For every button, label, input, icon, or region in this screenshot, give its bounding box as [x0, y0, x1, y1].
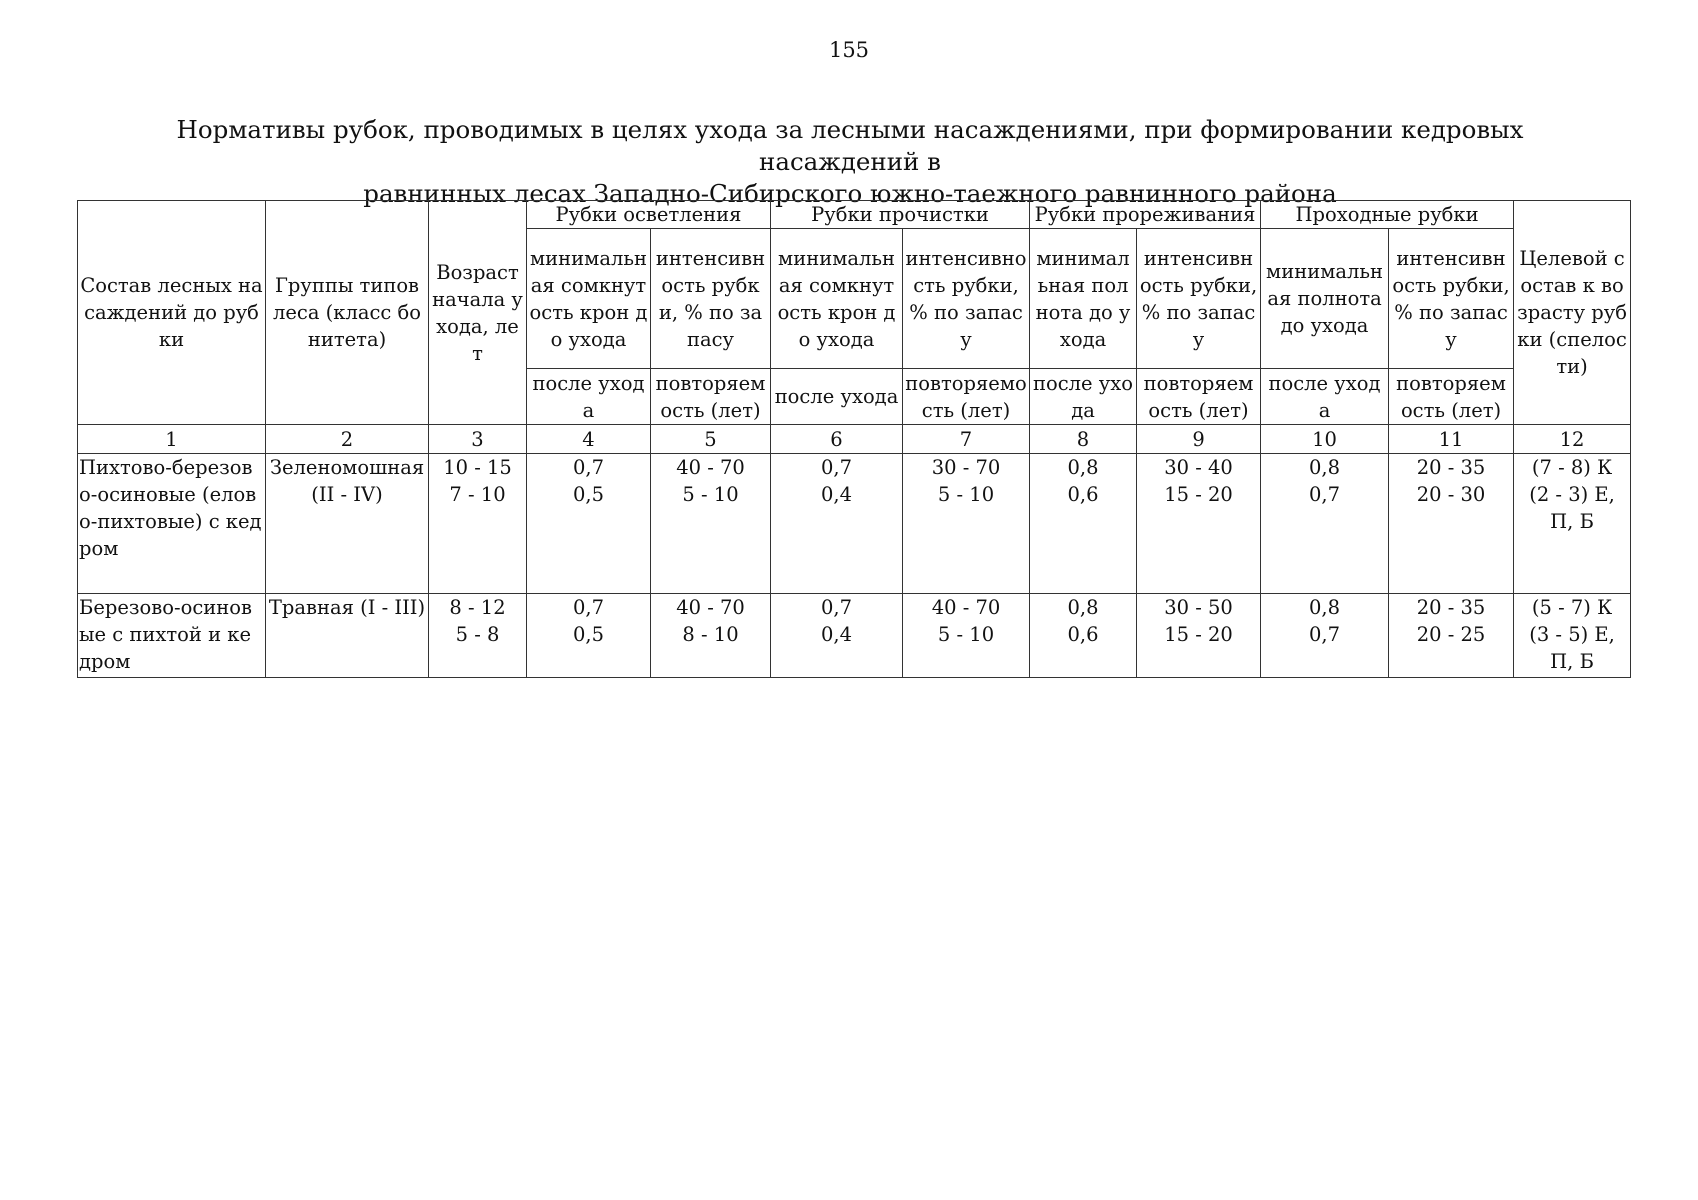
table-row — [78, 594, 1631, 678]
row-thinning-fullness — [1030, 454, 1137, 594]
row-start-age — [429, 594, 527, 678]
cell-line: 20 - 25 — [1416, 623, 1486, 646]
header-target-composition: Целевой состав к возрасту рубки (спелости) — [1514, 201, 1631, 425]
header-group-passage: Проходные рубки — [1261, 201, 1514, 229]
cell-line: 0,7 — [572, 596, 604, 619]
document-title — [100, 114, 1600, 210]
cell-line: 5 - 10 — [682, 483, 739, 506]
cell-line: 0,7 — [1309, 623, 1341, 646]
cell-line: (3 - 5) Е, — [1529, 623, 1615, 646]
cell-line: 0,7 — [1309, 483, 1341, 506]
column-number: 6 — [771, 425, 903, 454]
column-number: 2 — [266, 425, 429, 454]
column-number: 10 — [1261, 425, 1389, 454]
cell-line: П, Б — [1550, 510, 1594, 533]
cell-line: 40 - 70 — [676, 456, 745, 479]
cell-line: 15 - 20 — [1164, 483, 1233, 506]
cell-line: 8 - 12 — [449, 596, 506, 619]
cell-line: 10 - 15 — [443, 456, 512, 479]
header-group-cleaning: Рубки прочистки — [771, 201, 1030, 229]
cell-line: 20 - 35 — [1416, 456, 1486, 479]
cell-line: (5 - 7) К — [1531, 596, 1613, 619]
cell-line: 8 - 10 — [682, 623, 739, 646]
row-thinning-intensity — [1137, 454, 1261, 594]
row-clearing-density — [527, 594, 651, 678]
row-clearing-intensity — [651, 594, 771, 678]
cell-line: 0,4 — [821, 483, 853, 506]
cell-line: 40 - 70 — [931, 596, 1001, 619]
row-thinning-fullness — [1030, 594, 1137, 678]
table-header — [78, 201, 1631, 454]
header-passage-intensity: интенсивность рубки, % по запасу — [1389, 229, 1514, 369]
column-number-row — [78, 425, 1631, 454]
row-thinning-intensity — [1137, 594, 1261, 678]
header-cleaning-after: после ухода — [771, 369, 903, 425]
column-number: 5 — [651, 425, 771, 454]
header-cleaning-repeat: повторяемость (лет) — [903, 369, 1030, 425]
header-cleaning-intensity: интенсивность рубки, % по запасу — [903, 229, 1030, 369]
cell-line: (7 - 8) К — [1531, 456, 1613, 479]
page-number: 155 — [828, 38, 870, 62]
header-start-age: Возраст начала ухода, лет — [429, 201, 527, 425]
row-clearing-density — [527, 454, 651, 594]
cell-line: 40 - 70 — [676, 596, 745, 619]
header-passage-min-fullness: минимальная полнота до ухода — [1261, 229, 1389, 369]
row-forest-group: Зеленомошная (II - IV) — [266, 454, 429, 594]
cell-line: 0,6 — [1067, 483, 1099, 506]
cell-line: 0,5 — [572, 623, 604, 646]
cell-line: 0,8 — [1067, 456, 1099, 479]
cell-line: 0,7 — [821, 456, 853, 479]
row-forest-group: Травная (I - III) — [266, 594, 429, 678]
cell-line: 0,8 — [1067, 596, 1099, 619]
column-number: 8 — [1030, 425, 1137, 454]
cell-line: 5 - 10 — [937, 623, 995, 646]
cell-line: 20 - 30 — [1416, 483, 1486, 506]
header-thinning-min-fullness: минимальная полнота до ухода — [1030, 229, 1137, 369]
cell-line: 5 - 10 — [937, 483, 995, 506]
row-target-composition — [1514, 454, 1631, 594]
header-cleaning-min-density: минимальная сомкнутость крон до ухода — [771, 229, 903, 369]
row-passage-fullness — [1261, 594, 1389, 678]
cell-line: 15 - 20 — [1164, 623, 1233, 646]
cell-line: 0,8 — [1309, 596, 1341, 619]
cell-line: 0,5 — [572, 483, 604, 506]
header-composition: Состав лесных насаждений до рубки — [78, 201, 266, 425]
cell-line: 30 - 70 — [931, 456, 1001, 479]
table-row — [78, 454, 1631, 594]
row-composition: Пихтово-березово-осиновые (елово-пихтовые) с кедром — [78, 454, 266, 594]
header-thinning-repeat: повторяемость (лет) — [1137, 369, 1261, 425]
row-target-composition — [1514, 594, 1631, 678]
cell-line: П, Б — [1550, 650, 1594, 673]
header-group-clearing: Рубки осветления — [527, 201, 771, 229]
cell-line: 0,4 — [821, 623, 853, 646]
header-passage-repeat: повторяемость (лет) — [1389, 369, 1514, 425]
header-passage-after: после ухода — [1261, 369, 1389, 425]
row-passage-fullness — [1261, 454, 1389, 594]
row-start-age — [429, 454, 527, 594]
row-passage-intensity — [1389, 594, 1514, 678]
cell-line: 5 - 8 — [455, 623, 500, 646]
column-number: 9 — [1137, 425, 1261, 454]
column-number: 4 — [527, 425, 651, 454]
header-forest-group: Группы типов леса (класс бонитета) — [266, 201, 429, 425]
column-number: 3 — [429, 425, 527, 454]
cell-line: 0,8 — [1309, 456, 1341, 479]
row-clearing-intensity — [651, 454, 771, 594]
column-number: 11 — [1389, 425, 1514, 454]
cell-line: 0,7 — [572, 456, 604, 479]
header-thinning-intensity: интенсивность рубки, % по запасу — [1137, 229, 1261, 369]
column-number: 12 — [1514, 425, 1631, 454]
column-number: 1 — [78, 425, 266, 454]
title-line-1: Нормативы рубок, проводимых в целях ухода за лесными насаждениями, при формировании кедровых насаждений в — [176, 115, 1524, 176]
row-cleaning-intensity — [903, 454, 1030, 594]
cell-line: 0,6 — [1067, 623, 1099, 646]
header-clearing-repeat: повторяемость (лет) — [651, 369, 771, 425]
row-cleaning-density — [771, 454, 903, 594]
table-body — [78, 454, 1631, 678]
norms-table — [77, 200, 1631, 678]
header-group-thinning: Рубки прореживания — [1030, 201, 1261, 229]
column-number: 7 — [903, 425, 1030, 454]
row-composition: Березово-осиновые с пихтой и кедром — [78, 594, 266, 678]
cell-line: 20 - 35 — [1416, 596, 1486, 619]
cell-line: 0,7 — [821, 596, 853, 619]
header-clearing-min-density: минимальная сомкнутость крон до ухода — [527, 229, 651, 369]
cell-line: (2 - 3) Е, — [1529, 483, 1615, 506]
header-clearing-intensity: интенсивность рубки, % по запасу — [651, 229, 771, 369]
row-passage-intensity — [1389, 454, 1514, 594]
row-cleaning-intensity — [903, 594, 1030, 678]
title-line-2: равнинных лесах Западно-Сибирского южно-таежного равнинного района — [363, 179, 1337, 208]
cell-line: 30 - 50 — [1164, 596, 1233, 619]
header-thinning-after: после ухода — [1030, 369, 1137, 425]
cell-line: 30 - 40 — [1164, 456, 1233, 479]
row-cleaning-density — [771, 594, 903, 678]
cell-line: 7 - 10 — [449, 483, 506, 506]
header-clearing-after: после ухода — [527, 369, 651, 425]
